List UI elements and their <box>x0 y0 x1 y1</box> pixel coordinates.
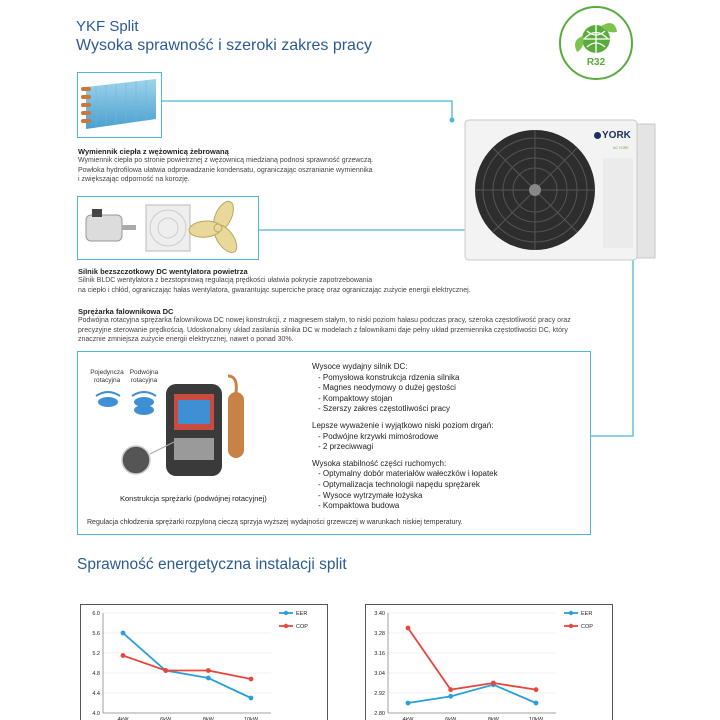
x-tick-label: 8kW <box>202 717 214 720</box>
legend-marker <box>284 624 288 628</box>
y-tick-label: 3.40 <box>374 611 385 617</box>
data-point-cop <box>121 653 126 658</box>
heat-exchanger-image <box>77 72 162 138</box>
feature-item: - Optymalny dobór materiałów wałeczków i łopatek <box>318 469 582 480</box>
data-point-cop <box>206 668 211 673</box>
feature-group-heading: Wysoka stabilność części ruchomych: <box>312 458 447 468</box>
exchanger-line: i zwiększając odporność na korozję. <box>78 176 190 184</box>
legend-marker <box>284 611 288 615</box>
fan-motor-heading: Silnik bezszczotkowy DC wentylatora powietrza <box>78 267 248 276</box>
feature-item: - Pomysłowa konstrukcja rdzenia silnika <box>318 373 582 384</box>
compressor-caption: Konstrukcja sprężarki (podwójnej rotacyjnej) <box>120 494 267 503</box>
legend-label: COP <box>581 624 593 630</box>
exchanger-heading: Wymiennik ciepła z wężownicą żebrowaną <box>78 147 229 156</box>
feature-group-heading: Lepsze wyważenie i wyjątkowo niski poziom drgań: <box>312 420 494 430</box>
series-line-cop <box>123 656 251 680</box>
x-tick-label: 6kW <box>160 717 172 720</box>
compressor-line: Podwójna rotacyjna sprężarka falownikowa DC nowej konstrukcji, z magnesem stałym, to niski poziom hałasu podczas pracy, szeroka częstotliwość pracy oraz <box>78 317 571 324</box>
y-tick-label: 3.04 <box>374 671 385 677</box>
legend-marker <box>569 624 573 628</box>
fan-motor-images <box>77 196 259 260</box>
exchanger-line: Wymiennik ciepła po stronie powietrznej z wężownicą miedzianą podnosi sprawność grzewczą. <box>78 157 374 164</box>
y-tick-label: 5.2 <box>92 651 100 657</box>
feature-item: - Szerszy zakres częstotliwości pracy <box>318 404 582 415</box>
data-point-cop <box>491 681 496 686</box>
fan-motor-line: na ciepło i chłód, ograniczając hałas wentylatora, gwarantując superciche pracę oraz ograniczając zużycie energii elektrycznej. <box>78 286 471 294</box>
y-tick-label: 4.0 <box>92 711 100 717</box>
york-logo: YORK <box>602 130 631 141</box>
feature-item: - 2 przeciwwagi <box>318 442 582 453</box>
y-tick-label: 4.8 <box>92 671 100 677</box>
rotor-zoom-icon <box>122 446 150 474</box>
data-point-cop <box>163 668 168 673</box>
data-point-cop <box>249 677 254 682</box>
feature-item: - Optymalizacja technologii napędu sprężarek <box>318 480 582 491</box>
york-logo-icon <box>594 132 601 139</box>
feature-item: - Magnes neodymowy o dużej gęstości <box>318 383 582 394</box>
legend-label: EER <box>581 611 593 617</box>
rotor-double-label: Podwójna <box>129 369 159 376</box>
x-tick-label: 4kW <box>117 717 129 720</box>
compressor-footer: Regulacja chłodzenia sprężarki rozpyloną cieczą sprzyja wyższej wydajności grzewczej w warunkach niskiej temperatury. <box>87 519 463 526</box>
y-tick-label: 2.80 <box>374 711 385 717</box>
efficiency-title: Sprawność energetyczna instalacji split <box>77 556 347 573</box>
chart-right <box>365 604 613 720</box>
legend-label: EER <box>296 611 308 617</box>
y-tick-label: 2.92 <box>374 691 385 697</box>
data-point-cop <box>448 687 453 692</box>
data-point-eer <box>249 696 254 701</box>
compressor-line: znacznie zmniejsza zużycie energii elektrycznej, nawet o ponad 30%. <box>78 336 294 344</box>
fan-blade-icon <box>188 198 241 256</box>
page-subtitle: Wysoka sprawność i szeroki zakres pracy <box>76 37 372 54</box>
y-tick-label: 5.6 <box>92 631 100 637</box>
fan-grille-icon <box>146 205 190 251</box>
r32-label: R32 <box>586 57 606 68</box>
data-point-cop <box>406 626 411 631</box>
y-tick-label: 3.28 <box>374 631 385 637</box>
rotor-double-label: rotacyjna <box>130 377 158 384</box>
data-point-eer <box>121 631 126 636</box>
series-line-eer <box>123 633 251 698</box>
compressor-line: precyzyjne sterowanie prędkością. Udoskonalony układ zasilania silnika DC w modelach z falownikami daje pełny układ przemiennika częstotliwości DC, który <box>78 326 568 334</box>
feature-item: - Kompaktowa budowa <box>318 501 582 512</box>
y-tick-label: 6.0 <box>92 611 100 617</box>
x-tick-label: 10kW <box>528 717 544 720</box>
legend-marker <box>569 611 573 615</box>
compressor-illustration <box>78 352 308 492</box>
fan-motor-line: Silnik BLDC wentylatora z bezstopniową regulacją prędkości ułatwia pokrycie zapotrzebowania <box>78 277 373 284</box>
compressor-panel <box>77 351 591 535</box>
y-tick-label: 3.16 <box>374 651 385 657</box>
feature-group-heading: Wysoce wydajny silnik DC: <box>312 362 408 371</box>
outdoor-unit-image <box>463 118 658 266</box>
feature-item: - Wysoce wytrzymałe łożyska <box>318 491 582 502</box>
feature-item: - Podwójne krzywki mimośrodowe <box>318 432 582 443</box>
chart-right-svg <box>366 605 612 720</box>
data-point-eer <box>448 694 453 699</box>
rotor-double-icon <box>132 392 156 415</box>
y-tick-label: 4.4 <box>92 691 100 697</box>
data-point-cop <box>534 687 539 692</box>
compressor-body-icon <box>166 376 244 476</box>
series-line-cop <box>408 628 536 690</box>
x-tick-label: 10kW <box>243 717 259 720</box>
chart-left <box>80 604 328 720</box>
data-point-eer <box>534 701 539 706</box>
chart-left-svg <box>81 605 327 720</box>
page-title: YKF Split <box>76 18 139 35</box>
x-tick-label: 6kW <box>445 717 457 720</box>
rotor-single-label: rotacyjna <box>93 377 121 384</box>
compressor-heading: Sprężarka falownikowa DC <box>78 307 174 316</box>
bldc-motor-icon <box>86 209 136 241</box>
exchanger-line: Powłoka hydrofilowa ułatwia odprowadzanie kondensatu, ograniczając oszranianie wymiennika <box>78 166 373 174</box>
data-point-eer <box>406 701 411 706</box>
rotor-single-icon <box>96 392 120 407</box>
legend-label: COP <box>296 624 308 630</box>
data-point-eer <box>206 676 211 681</box>
x-tick-label: 8kW <box>487 717 499 720</box>
unit-sublabel: AC YORK <box>613 146 629 150</box>
x-tick-label: 4kW <box>402 717 414 720</box>
feature-item: - Kompaktowy stojan <box>318 394 582 405</box>
rotor-single-label: Pojedyncza <box>90 369 124 376</box>
